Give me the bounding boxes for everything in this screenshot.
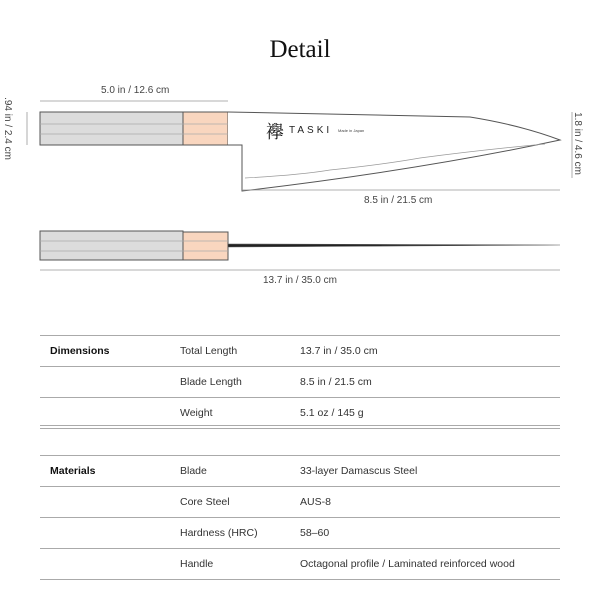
total-length-label: 13.7 in / 35.0 cm: [263, 275, 337, 286]
field-label: Blade: [180, 465, 207, 477]
handle-length-label: 5.0 in / 12.6 cm: [101, 85, 170, 96]
made-in-label: Made in Japan: [338, 128, 365, 133]
dimensions-table: [40, 335, 560, 429]
field-value: Octagonal profile / Laminated reinforced wood: [300, 558, 515, 570]
field-value: 8.5 in / 21.5 cm: [300, 376, 372, 388]
field-label: Core Steel: [180, 496, 230, 508]
blade-length-label: 8.5 in / 21.5 cm: [364, 195, 433, 206]
field-label: Weight: [180, 407, 213, 419]
table-row: [40, 486, 560, 517]
field-value: 5.1 oz / 145 g: [300, 407, 364, 419]
field-label: Handle: [180, 558, 214, 570]
section-heading: Materials: [50, 465, 96, 477]
divider: [40, 425, 560, 426]
table-row: [40, 366, 560, 397]
materials-table: [40, 455, 560, 580]
field-label: Blade Length: [180, 376, 242, 388]
section-heading: Dimensions: [50, 345, 110, 357]
field-value: 58–60: [300, 527, 330, 539]
brand-kanji-logo: 襷: [266, 122, 284, 143]
table-row: [40, 548, 560, 580]
field-label: Total Length: [180, 345, 238, 357]
table-row: [40, 455, 560, 486]
knife-top-view: [40, 231, 560, 260]
field-value: 33-layer Damascus Steel: [300, 465, 418, 477]
brand-logo: TASKI: [289, 125, 333, 136]
knife-side-view: [40, 112, 560, 191]
field-value: AUS-8: [300, 496, 331, 508]
page-title: Detail: [269, 36, 331, 63]
table-row: [40, 517, 560, 548]
blade-height-label: 1.8 in / 4.6 cm: [571, 112, 583, 175]
field-label: Hardness (HRC): [180, 527, 258, 539]
field-value: 13.7 in / 35.0 cm: [300, 345, 378, 357]
handle-height-label: .94 in / 2.4 cm: [1, 97, 13, 160]
table-row: [40, 335, 560, 366]
